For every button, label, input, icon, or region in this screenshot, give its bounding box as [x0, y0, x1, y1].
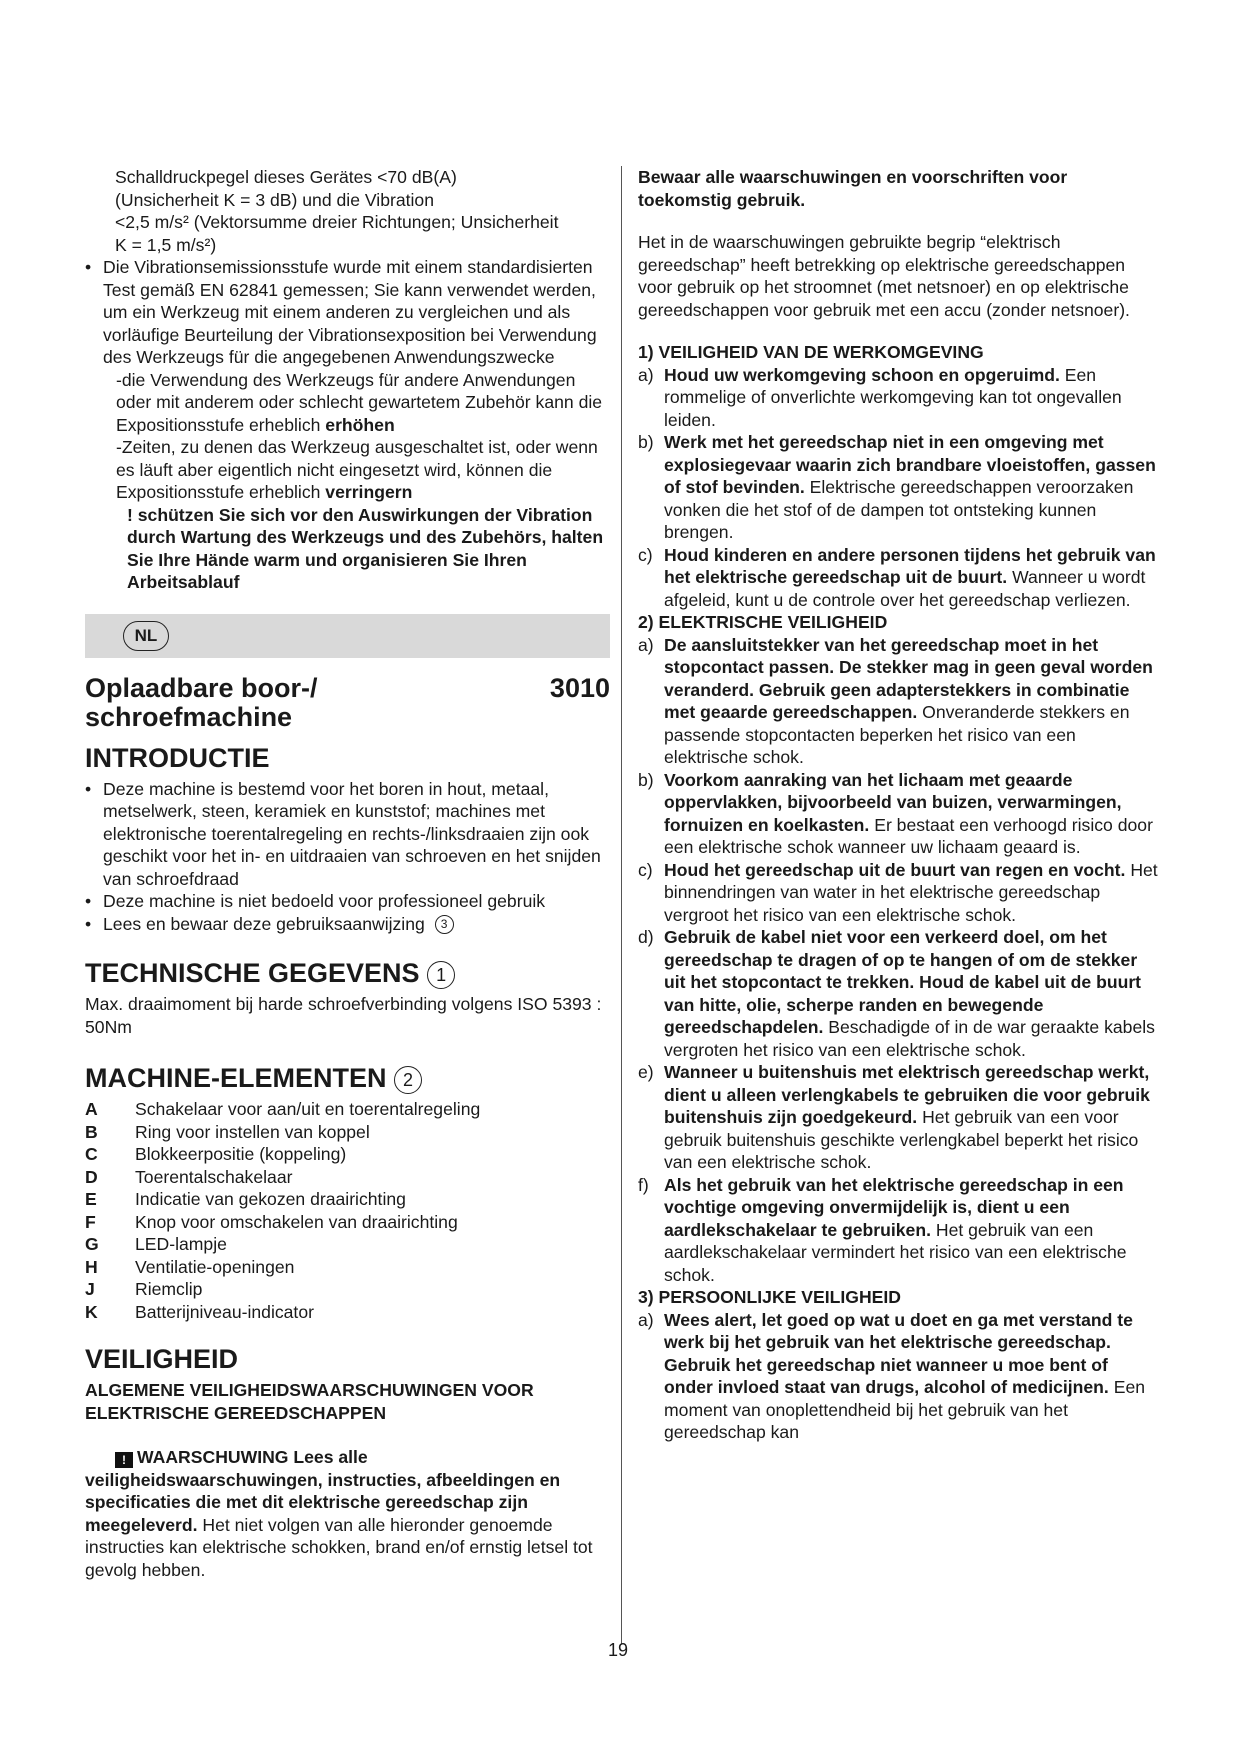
item-bold: Als het gebruik van het elektrische gereedschap in een vochtige omgeving onvermijdelijk is, dient u een aardlekschakelaar te gebruiken.	[664, 1174, 1124, 1240]
element-key: J	[85, 1279, 95, 1299]
list-item	[85, 1166, 610, 1189]
language-badge: NL	[123, 621, 169, 651]
text-line: <2,5 m/s² (Vektorsumme dreier Richtungen; Unsicherheit	[115, 212, 559, 232]
language-bar	[85, 614, 610, 658]
element-label: Ring voor instellen van koppel	[135, 1121, 370, 1142]
sub-text-bold: verringern	[325, 482, 413, 502]
element-key: D	[85, 1166, 98, 1187]
item-bold: Houd kinderen en andere personen tijdens het gebruik van het elektrische gereedschap uit de buurt.	[664, 544, 1156, 587]
figure-ref: 3	[435, 915, 454, 934]
list-item	[85, 1188, 610, 1211]
keep-instructions: Bewaar alle waarschuwingen en voorschriften voor toekomstig gebruik.	[638, 167, 1068, 210]
bullet-text: Die Vibrationsemissionsstufe wurde mit einem standardisierten Test gemäß EN 62841 gemessen; Sie kann verwendet werden, um ein Werkzeug mit einem anderen zu vergleichen und als vorläufige Beurteilung der Vibrationsexposition bei Verwendung des Werkzeugs für die angegebenen Anwendungszwecke	[103, 257, 597, 367]
item-bold: Houd uw werkomgeving schoon en opgeruimd.	[664, 364, 1060, 385]
element-label: Schakelaar voor aan/uit en toerentalregeling	[135, 1099, 481, 1119]
term-definition: Het in de waarschuwingen gebruikte begrip “elektrisch gereedschap” heeft betrekking op elektrische gereedschappen voor gebruik op het stroomnet (met netsnoer) en op elektrische gereedschappen voor gebruik met een accu (zonder netsnoer).	[638, 232, 1130, 320]
model-header	[85, 674, 610, 732]
item-text: Het gebruik van een aardlekschakelaar vermindert het risico van een elektrische schok.	[664, 1219, 1127, 1285]
sub-text: -die Verwendung des Werkzeugs für andere Anwendungen oder mit anderem oder schlecht gewartetem Zubehör kann die Expositionsstufe erheblich	[116, 369, 603, 435]
item-text: Onveranderde stekkers en passende stopcontacten beperken het risico van een elektrische schok.	[664, 702, 1130, 767]
list-item	[638, 431, 1160, 544]
element-key: B	[85, 1121, 98, 1142]
list-item	[638, 926, 1160, 1061]
element-key: G	[85, 1234, 99, 1254]
right-column	[638, 166, 1160, 1444]
element-label: Indicatie van gekozen draairichting	[135, 1189, 406, 1209]
text-line: (Unsicherheit K = 3 dB) und die Vibration	[115, 189, 434, 210]
bullet-text: Lees en bewaar deze gebruiksaanwijzing	[103, 913, 425, 934]
warning-bold-text: WAARSCHUWING Lees alle veiligheidswaarschuwingen, instructies, afbeeldingen en specificaties die met dit elektrische gereedschap zijn meegeleverd.	[85, 1447, 561, 1535]
list-item	[85, 1211, 610, 1234]
list-item	[638, 634, 1160, 769]
column-divider	[621, 166, 622, 1644]
list-item	[85, 1256, 610, 1279]
list-item	[85, 1233, 610, 1256]
text-line: Schalldruckpegel dieses Gerätes <70 dB(A)	[115, 167, 457, 187]
list-item	[638, 1061, 1160, 1174]
left-column	[85, 166, 610, 1581]
list-item	[638, 769, 1160, 859]
element-label: LED-lampje	[135, 1234, 227, 1254]
item-bold: Wanneer u buitenshuis met elektrisch gereedschap werkt, dient u alleen verlengkabels te gebruiken die voor gebruik buitenshuis zijn goedgekeurd.	[664, 1062, 1150, 1127]
list-item	[638, 859, 1160, 927]
figure-ref: 2	[394, 1066, 422, 1094]
element-key: K	[85, 1301, 98, 1322]
sub-text: -Zeiten, zu denen das Werkzeug ausgeschaltet ist, oder wenn es läuft aber eigentlich nicht eingesetzt wird, können die Expositionsstufe erheblich	[116, 437, 598, 502]
element-label: Batterijniveau-indicator	[135, 1301, 314, 1322]
list-item	[85, 1098, 610, 1121]
element-list	[85, 1098, 610, 1323]
bullet-marker: •	[85, 257, 92, 277]
item-text: Een rommelige of onverlichte werkomgeving kan tot ongevallen leiden.	[664, 364, 1122, 430]
element-label: Blokkeerpositie (koppeling)	[135, 1144, 347, 1164]
list-item	[85, 1278, 610, 1301]
section-title: 3) PERSOONLIJKE VEILIGHEID	[638, 1287, 901, 1307]
item-key: f)	[638, 1174, 649, 1195]
item-key: b)	[638, 769, 654, 790]
heading-text: MACHINE-ELEMENTEN	[85, 1063, 387, 1093]
element-key: E	[85, 1189, 97, 1209]
item-text: Beschadigde of in de war geraakte kabels vergroten het risico van een elektrische schok.	[664, 1017, 1155, 1060]
element-key: A	[85, 1099, 98, 1119]
item-text: Het binnendringen van water in het elektrische gereedschap vergroot het risico van een elektrische schok.	[664, 859, 1158, 925]
item-bold: De aansluitstekker van het gereedschap moet in het stopcontact passen. De stekker mag in geen geval worden veranderd. Gebruik geen adapterstekkers in combinatie met geaarde gereedschappen.	[664, 634, 1153, 722]
item-text: Het gebruik van een voor gebruik buitenshuis geschikte verlengkabel beperkt het risico van een elektrische schok.	[664, 1107, 1139, 1172]
item-bold: Werk met het gereedschap niet in een omgeving met explosiegevaar waarin zich brandbare vloeistoffen, gassen of stof bevinden.	[664, 432, 1156, 497]
vibration-note: ! schützen Sie sich vor den Auswirkungen der Vibration durch Wartung des Werkzeugs und des Zubehörs, halten Sie Ihre Hände warm und organisieren Sie Ihren Arbeitsablauf	[127, 504, 604, 592]
heading-text: TECHNISCHE GEGEVENS	[85, 958, 420, 988]
intro-bullet	[85, 778, 610, 891]
item-text: Er bestaat een verhoogd risico door een elektrische schok wanneer uw lichaam geaard is.	[664, 814, 1153, 857]
model-name: Oplaadbare boor-/ schroefmachine	[85, 672, 318, 732]
tech-data-text: Max. draaimoment bij harde schroefverbinding volgens ISO 5393 : 50Nm	[85, 994, 602, 1037]
item-key: c)	[638, 544, 653, 565]
list-item	[638, 1174, 1160, 1287]
element-key: F	[85, 1211, 96, 1232]
section-title: 2) ELEKTRISCHE VEILIGHEID	[638, 612, 888, 632]
model-number: 3010	[549, 672, 610, 703]
heading-technische-gegevens	[85, 957, 610, 989]
list-item	[85, 1121, 610, 1144]
item-bold: Gebruik de kabel niet voor een verkeerd doel, om het gereedschap te dragen of op te hangen of om de stekker uit het stopcontact te trekken. Houd de kabel uit de buurt van hitte, olie, scherpe randen en bewegende gereedschapdelen.	[664, 927, 1142, 1037]
sound-vibration-text	[85, 166, 610, 256]
item-bold: Wees alert, let goed op wat u doet en ga met verstand te werk bij het gebruik van het elektrische gereedschap. Gebruik het gereedschap niet wanneer u moe bent of onder invloed staat van drugs, alcohol of medicijnen.	[664, 1309, 1133, 1397]
warning-paragraph	[85, 1446, 610, 1581]
intro-bullet	[85, 913, 610, 936]
item-text: Wanneer u wordt afgeleid, kunt u de controle over het gereedschap verliezen.	[664, 567, 1146, 610]
list-item	[638, 364, 1160, 432]
item-key: d)	[638, 927, 654, 947]
heading-veiligheid: VEILIGHEID	[85, 1344, 239, 1374]
item-text: Elektrische gereedschappen veroorzaken vonken die het stof of de dampen tot ontsteking kunnen brengen.	[664, 477, 1134, 542]
bullet-marker: •	[85, 891, 92, 911]
element-key: H	[85, 1256, 98, 1277]
list-item	[85, 1301, 610, 1324]
bullet-text: Deze machine is niet bedoeld voor professioneel gebruik	[103, 891, 546, 911]
heading-introductie: INTRODUCTIE	[85, 742, 270, 773]
bullet-text: Deze machine is bestemd voor het boren in hout, metaal, metselwerk, steen, keramiek en kunststof; machines met elektronische toerentalregeling en rechts-/linksdraaien zijn ook geschikt voor het in- en uitdraaien van schroeven en het snijden van schroefdraad	[103, 778, 601, 889]
item-bold: Voorkom aanraking van het lichaam met geaarde oppervlakken, bijvoorbeeld van buizen, verwarmingen, fornuizen en koelkasten.	[664, 769, 1122, 835]
warning-text: Het niet volgen van alle hieronder genoemde instructies kan elektrische schokken, brand en/of ernstig letsel tot gevolg hebben.	[85, 1514, 593, 1580]
element-label: Riemclip	[135, 1279, 203, 1299]
figure-ref: 1	[427, 961, 455, 989]
item-key: e)	[638, 1062, 654, 1082]
bullet-marker: •	[85, 778, 92, 799]
text-line: K = 1,5 m/s²)	[115, 234, 217, 255]
page-number: 19	[608, 1640, 629, 1660]
list-item	[85, 1143, 610, 1166]
item-key: c)	[638, 859, 653, 880]
vibration-bullet	[85, 256, 610, 369]
item-key: a)	[638, 634, 654, 655]
element-label: Knop voor omschakelen van draairichting	[135, 1211, 458, 1232]
list-item	[638, 544, 1160, 612]
item-key: a)	[638, 1309, 654, 1330]
heading-machine-elementen	[85, 1062, 610, 1094]
element-label: Toerentalschakelaar	[135, 1166, 293, 1187]
safety-subheading: ALGEMENE VEILIGHEIDSWAARSCHUWINGEN VOOR ELEKTRISCHE GEREEDSCHAPPEN	[85, 1380, 534, 1423]
vibration-sub-1	[85, 369, 610, 437]
section-title: 1) VEILIGHEID VAN DE WERKOMGEVING	[638, 342, 984, 362]
intro-bullet	[85, 890, 610, 913]
warning-icon: !	[115, 1452, 133, 1468]
item-bold: Houd het gereedschap uit de buurt van regen en vocht.	[664, 859, 1126, 880]
item-text: Een moment van onoplettendheid bij het gebruik van het gereedschap kan	[664, 1377, 1146, 1442]
element-key: C	[85, 1144, 98, 1164]
item-key: b)	[638, 432, 654, 452]
item-key: a)	[638, 364, 654, 385]
bullet-marker: •	[85, 913, 92, 934]
vibration-sub-2	[85, 436, 610, 504]
sub-text-bold: erhöhen	[325, 414, 395, 435]
element-label: Ventilatie-openingen	[135, 1256, 295, 1277]
list-item	[638, 1309, 1160, 1444]
